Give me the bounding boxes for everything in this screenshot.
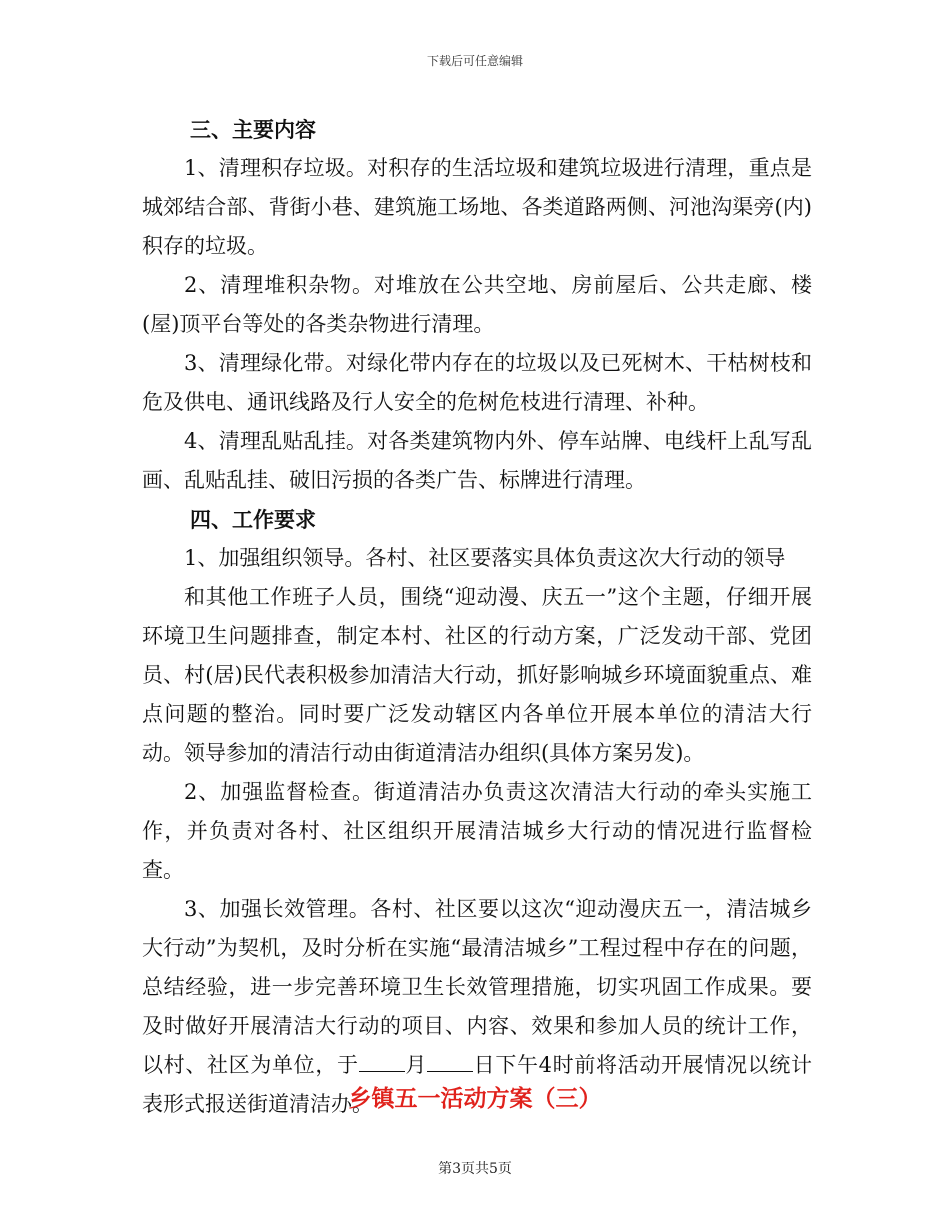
section-heading-main-content: 三、主要内容: [190, 117, 316, 142]
section-heading-work-requirements: 四、工作要求: [190, 507, 316, 532]
page-footer: 第3页共5页: [438, 1161, 512, 1177]
long-term-text-part1: 3、加强长效管理。各村、社区要以这次“迎动漫庆五一，清洁城乡大行动”为契机，及时分析在实施“最清洁城乡”工程过程中存在的问题，总结经验，进一步完善环境卫生长效管理措施，切实巩固工作成果。要及时做好开展清洁大行动的项目、内容、效果和参加人员的统计工作，以村、社区为单位，于: [142, 897, 812, 1077]
paragraph-supervision: 2、加强监督检查。街道清洁办负责这次清洁大行动的牵头实施工作，并负责对各村、社区组织开展清洁城乡大行动的情况进行监督检查。: [142, 780, 812, 882]
paragraph-clean-greenbelt: 3、清理绿化带。对绿化带内存在的垃圾以及已死树木、干枯树枝和危及供电、通讯线路及行人安全的危树危枝进行清理、补种。: [142, 351, 812, 414]
paragraph-clean-garbage: 1、清理积存垃圾。对积存的生活垃圾和建筑垃圾进行清理，重点是城郊结合部、背街小巷、建筑施工场地、各类道路两侧、河池沟渠旁(内)积存的垃圾。: [142, 156, 812, 258]
paragraph-leadership-rest: 和其他工作班子人员，围绕“迎动漫、庆五一”这个主题，仔细开展环境卫生问题排查，制定本村、社区的行动方案，广泛发动干部、党团员、村(居)民代表积极参加清洁大行动，抓好影响城乡环境面貌重点、难点问题的整治。同时要广泛发动辖区内各单位开展本单位的清洁大行动。领导参加的清洁行动由街道清洁办组织(具体方案另发)。: [142, 585, 812, 765]
month-blank: [359, 1051, 405, 1072]
long-term-text-part2: 日下午4时前将活动开展情况以统计表形式报送街道清洁办。: [142, 1053, 813, 1116]
page-header: 下载后可任意编辑: [426, 54, 523, 68]
document-body: [142, 110, 812, 1124]
paragraph-leadership-line1: 1、加强组织领导。各村、社区要落实具体负责这次大行动的领导: [184, 546, 786, 570]
paragraph-clean-debris: 2、清理堆积杂物。对堆放在公共空地、房前屋后、公共走廊、楼(屋)顶平台等处的各类杂物进行清理。: [142, 273, 812, 336]
day-blank: [427, 1051, 473, 1072]
next-section-title: 乡镇五一活动方案（三）: [348, 1086, 602, 1112]
paragraph-clean-postings: 4、清理乱贴乱挂。对各类建筑物内外、停车站牌、电线杆上乱写乱画、乱贴乱挂、破旧污损的各类广告、标牌进行清理。: [142, 429, 812, 492]
month-label: 月: [404, 1053, 427, 1077]
